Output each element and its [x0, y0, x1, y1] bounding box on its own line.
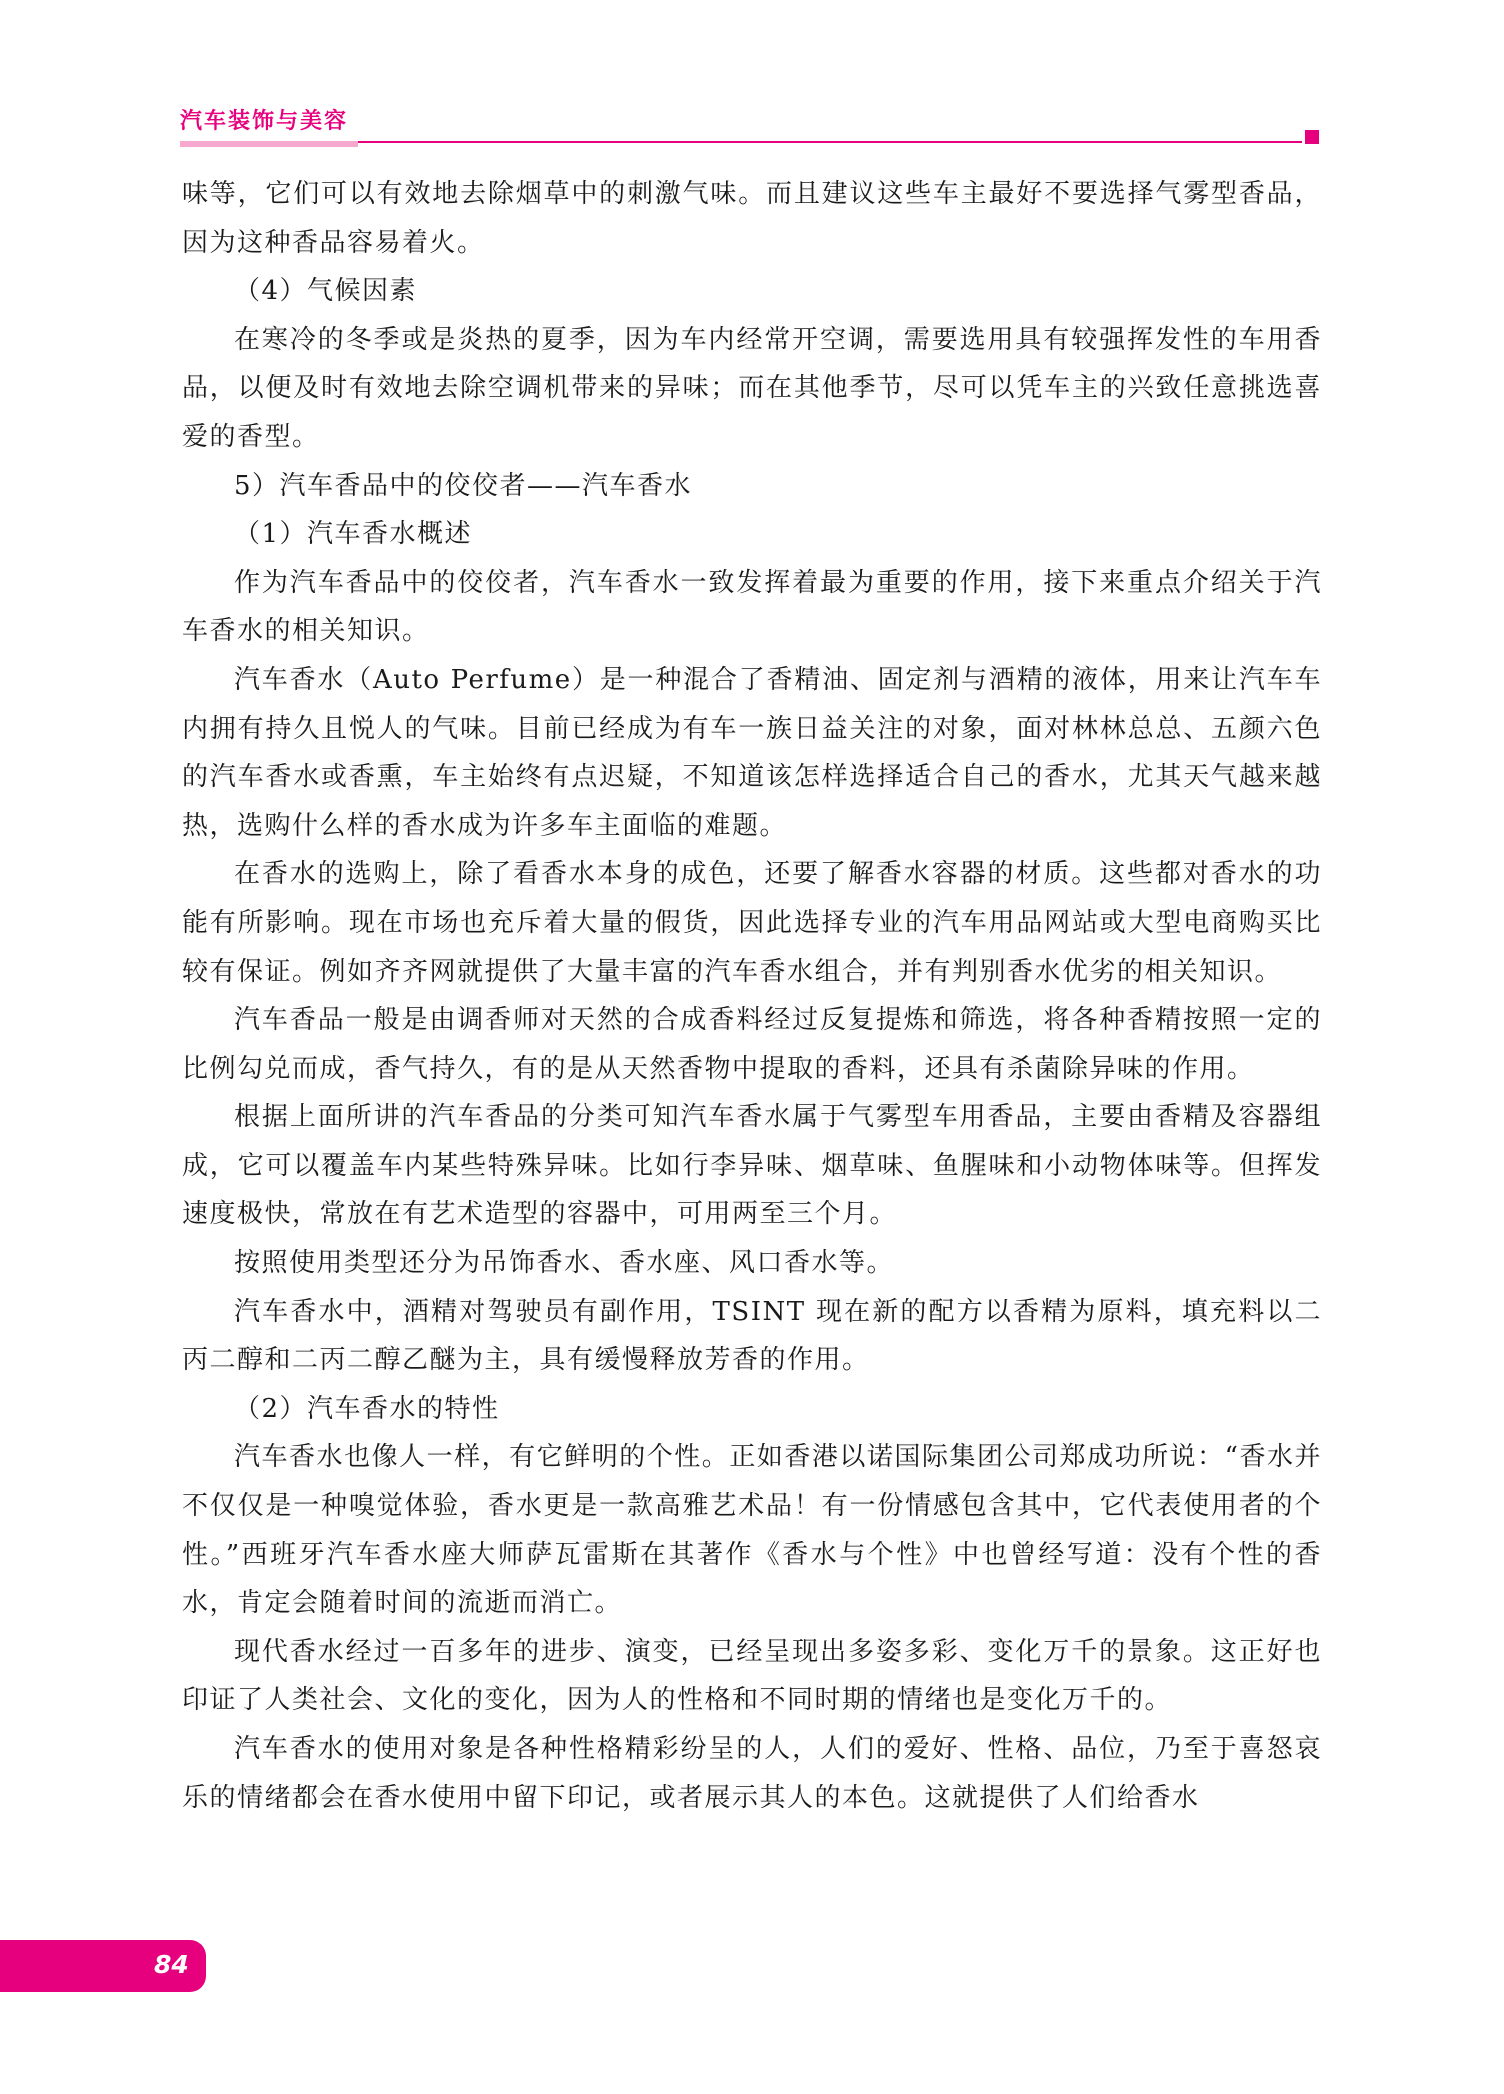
header-square-marker [1305, 130, 1319, 144]
header-rule-accent [180, 141, 358, 147]
paragraph-classification: 根据上面所讲的汽车香品的分类可知汽车香水属于气雾型车用香品，主要由香精及容器组成，它可以覆盖车内某些特殊异味。比如行李异味、烟草味、鱼腥味和小动物体味等。但挥发速度极快，常放在有艺术造型的容器中，可用两至三个月。 [182, 1102, 1322, 1230]
running-header [180, 104, 1320, 144]
paragraph-personality: 汽车香水也像人一样，有它鲜明的个性。正如香港以诺国际集团公司郑成功所说：“香水并不仅仅是一种嗅觉体验，香水更是一款高雅艺术品！有一份情感包含其中，它代表使用者的个性。”西班牙汽车香水座大师萨瓦雷斯在其著作《香水与个性》中也曾经写道：没有个性的香水，肯定会随着时间的流逝而消亡。 [182, 1442, 1322, 1619]
subheading-overview: （1）汽车香水概述 [234, 519, 473, 550]
paragraph-evolution: 现代香水经过一百多年的进步、演变，已经呈现出多姿多彩、变化万千的景象。这正好也印证了人类社会、文化的变化，因为人的性格和不同时期的情绪也是变化万千的。 [182, 1636, 1322, 1716]
header-title: 汽车装饰与美容 [180, 109, 349, 134]
page-number: 84 [154, 1950, 189, 1979]
paragraph-climate: 在寒冷的冬季或是炎热的夏季，因为车内经常开空调，需要选用具有较强挥发性的车用香品，以便及时有效地去除空调机带来的异味；而在其他季节，尽可以凭车主的兴致任意挑选喜爱的香型。 [182, 324, 1322, 452]
paragraph-usage-types: 按照使用类型还分为吊饰香水、香水座、风口香水等。 [234, 1248, 895, 1279]
paragraph-purchase: 在香水的选购上，除了看香水本身的成色，还要了解香水容器的材质。这些都对香水的功能有所影响。现在市场也充斥着大量的假货，因此选择专业的汽车用品网站或大型电商购买比较有保证。例如齐齐网就提供了大量丰富的汽车香水组合，并有判别香水优劣的相关知识。 [182, 859, 1322, 987]
paragraph-definition: 汽车香水（Auto Perfume）是一种混合了香精油、固定剂与酒精的液体，用来让汽车车内拥有持久且悦人的气味。目前已经成为有车一族日益关注的对象，面对林林总总、五颜六色的汽车香水或香熏，车主始终有点迟疑，不知道该怎样选择适合自己的香水，尤其天气越来越热，选购什么样的香水成为许多车主面临的难题。 [182, 664, 1322, 841]
subheading-characteristics: （2）汽车香水的特性 [234, 1393, 500, 1424]
subheading-climate-factors: （4）气候因素 [234, 276, 418, 307]
paragraph-continuation: 味等，它们可以有效地去除烟草中的刺激气味。而且建议这些车主最好不要选择气雾型香品，因为这种香品容易着火。 [182, 179, 1322, 258]
paragraph-formula: 汽车香水中，酒精对驾驶员有副作用，TSINT 现在新的配方以香精为原料，填充料以二丙二醇和二丙二醇乙醚为主，具有缓慢释放芳香的作用。 [182, 1296, 1323, 1376]
paragraph-overview: 作为汽车香品中的佼佼者，汽车香水一致发挥着最为重要的作用，接下来重点介绍关于汽车香水的相关知识。 [182, 567, 1322, 647]
heading-car-perfume: 5）汽车香品中的佼佼者——汽车香水 [234, 470, 693, 501]
body-text [182, 170, 1322, 1822]
paragraph-composition: 汽车香品一般是由调香师对天然的合成香料经过反复提炼和筛选，将各种香精按照一定的比例勾兑而成，香气持久，有的是从天然香物中提取的香料，还具有杀菌除异味的作用。 [182, 1005, 1322, 1084]
paragraph-users: 汽车香水的使用对象是各种性格精彩纷呈的人，人们的爱好、性格、品位，乃至于喜怒哀乐的情绪都会在香水使用中留下印记，或者展示其人的本色。这就提供了人们给香水 [182, 1734, 1322, 1813]
